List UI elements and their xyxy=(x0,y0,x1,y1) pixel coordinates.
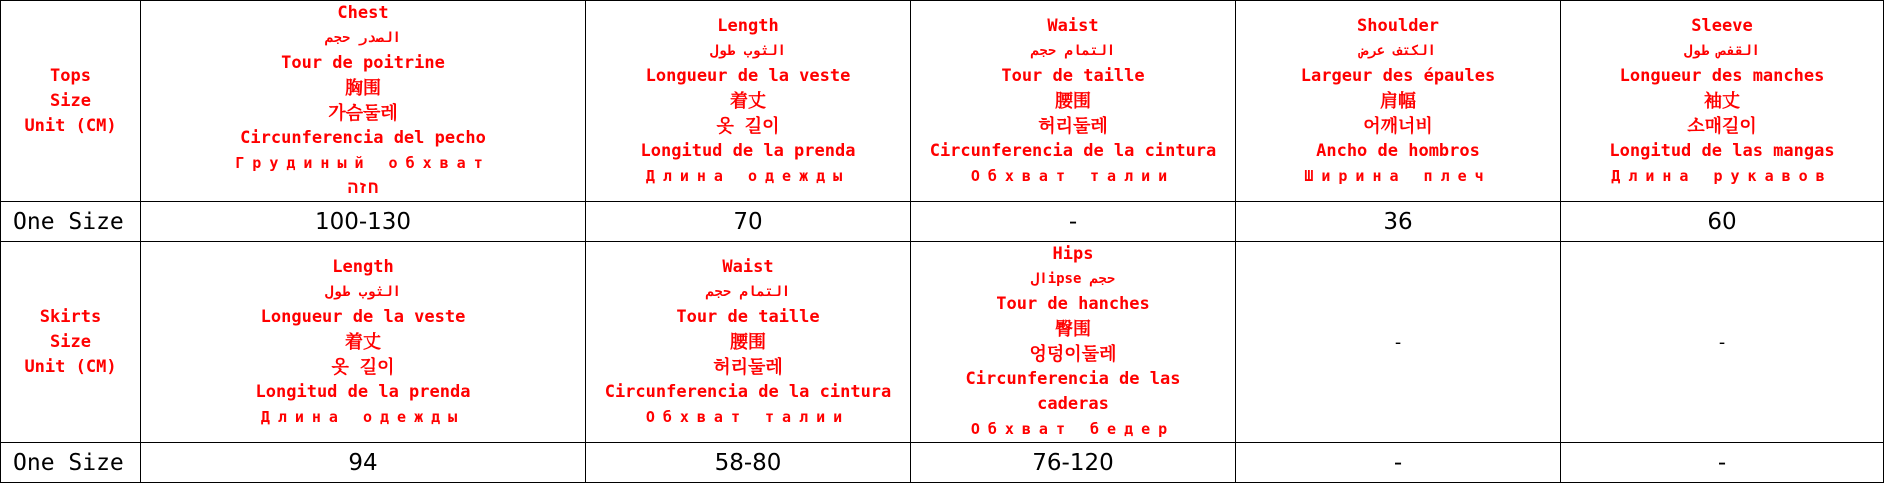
header-es: Ancho de hombros xyxy=(1316,140,1480,161)
tops-sleeve-value: 60 xyxy=(1561,202,1884,242)
label-line: Unit (CM) xyxy=(24,115,117,136)
tops-size-name: One Size xyxy=(1,202,141,242)
header-zh: 胸围 xyxy=(345,78,381,99)
label-line: Size xyxy=(50,90,91,111)
header-he: חזה xyxy=(347,178,379,198)
header-ja: 肩幅 xyxy=(1380,90,1416,112)
tops-value-row xyxy=(1,202,1884,242)
tops-shoulder-header xyxy=(1236,1,1561,202)
skirts-header-row xyxy=(1,242,1884,443)
skirts-value-row xyxy=(1,443,1884,483)
header-en: Length xyxy=(332,256,394,277)
header-ko: 옷 길이 xyxy=(716,115,780,137)
header-ru: Грудиный обхват xyxy=(235,154,491,172)
header-ru: Длина одежды xyxy=(645,166,851,185)
skirts-empty-header-2: - xyxy=(1561,242,1884,443)
header-ko: 허리둘레 xyxy=(713,356,783,378)
header-es: Longitud de las mangas xyxy=(1609,140,1835,161)
header-ko: 가슴둘레 xyxy=(328,103,398,124)
header-ja: 袖丈 xyxy=(1704,90,1740,112)
header-ar: التمام حجم xyxy=(1030,42,1116,59)
header-ko: 엉덩이둘레 xyxy=(1029,344,1117,365)
skirts-empty-header-1: - xyxy=(1236,242,1561,443)
skirts-length-value: 94 xyxy=(141,443,586,483)
header-en: Chest xyxy=(337,3,389,23)
header-ar: الكتف عرض xyxy=(1360,42,1436,59)
skirts-empty-value-2: - xyxy=(1561,443,1884,483)
tops-length-value: 70 xyxy=(586,202,911,242)
header-zh: 腰围 xyxy=(1055,90,1091,112)
header-en: Shoulder xyxy=(1357,15,1439,36)
header-ar: التمام حجم xyxy=(705,283,791,300)
header-ar: القفص طول xyxy=(1684,42,1760,59)
tops-size-label xyxy=(1,1,141,202)
tops-sleeve-header xyxy=(1561,1,1884,202)
header-fr: Tour de hanches xyxy=(996,294,1150,314)
tops-chest-header xyxy=(141,1,586,202)
header-ja: 着丈 xyxy=(345,331,381,353)
header-ar: الipse حجم xyxy=(1030,271,1116,287)
header-fr: Tour de taille xyxy=(676,306,820,327)
header-en: Hips xyxy=(1052,244,1094,264)
header-ru: Ширина плеч xyxy=(1304,166,1492,185)
header-es: Circunferencia del pecho xyxy=(240,128,486,148)
header-ko: 허리둘레 xyxy=(1038,115,1108,137)
tops-length-header xyxy=(586,1,911,202)
header-ja: 着丈 xyxy=(730,90,766,112)
skirts-waist-value: 58-80 xyxy=(586,443,911,483)
skirts-empty-value-1: - xyxy=(1236,443,1561,483)
header-en: Waist xyxy=(722,256,774,277)
header-es: Longitud de la prenda xyxy=(255,381,471,402)
label-line: Tops xyxy=(50,65,91,86)
header-es: Circunferencia de la cintura xyxy=(604,381,892,402)
header-ar: الصدر حجم xyxy=(325,30,401,46)
header-ko: 옷 길이 xyxy=(331,356,395,378)
header-ar: الثوب طول xyxy=(325,283,401,300)
header-es: Longitud de la prenda xyxy=(640,140,856,161)
header-fr: Longueur de la veste xyxy=(645,65,851,86)
header-zh: 腰围 xyxy=(730,331,766,353)
header-es: Circunferencia de la cintura xyxy=(929,140,1217,161)
header-es-cont: caderas xyxy=(1037,394,1109,414)
header-ru: Длина одежды xyxy=(260,407,466,426)
header-fr: Longueur des manches xyxy=(1619,65,1825,86)
header-ru: Обхват талии xyxy=(970,166,1176,185)
label-line: Size xyxy=(50,331,91,352)
skirts-hips-header xyxy=(911,242,1236,443)
header-ru: Длина рукавов xyxy=(1611,166,1833,185)
tops-waist-header xyxy=(911,1,1236,202)
tops-shoulder-value: 36 xyxy=(1236,202,1561,242)
skirts-hips-value: 76-120 xyxy=(911,443,1236,483)
header-zh: 臀围 xyxy=(1055,319,1091,340)
header-es: Circunferencia de las xyxy=(965,369,1181,389)
skirts-length-header xyxy=(141,242,586,443)
header-en: Waist xyxy=(1047,15,1099,36)
header-ko: 어깨너비 xyxy=(1363,115,1433,137)
header-en: Sleeve xyxy=(1691,15,1753,36)
label-line: Skirts xyxy=(39,306,102,327)
tops-waist-value: - xyxy=(911,202,1236,242)
header-fr: Tour de taille xyxy=(1001,65,1145,86)
skirts-size-name: One Size xyxy=(1,443,141,483)
header-ko: 소매길이 xyxy=(1687,115,1757,137)
header-fr: Longueur de la veste xyxy=(260,306,466,327)
tops-header-row xyxy=(1,1,1884,202)
label-line: Unit (CM) xyxy=(24,356,117,377)
header-en: Length xyxy=(717,15,779,36)
header-fr: Tour de poitrine xyxy=(281,53,445,73)
header-ar: الثوب طول xyxy=(710,42,786,59)
header-ru: Обхват бедер xyxy=(970,420,1176,438)
header-ru: Обхват талии xyxy=(645,407,851,426)
tops-chest-value: 100-130 xyxy=(141,202,586,242)
header-fr: Largeur des épaules xyxy=(1300,65,1496,86)
skirts-waist-header xyxy=(586,242,911,443)
skirts-size-label xyxy=(1,242,141,443)
